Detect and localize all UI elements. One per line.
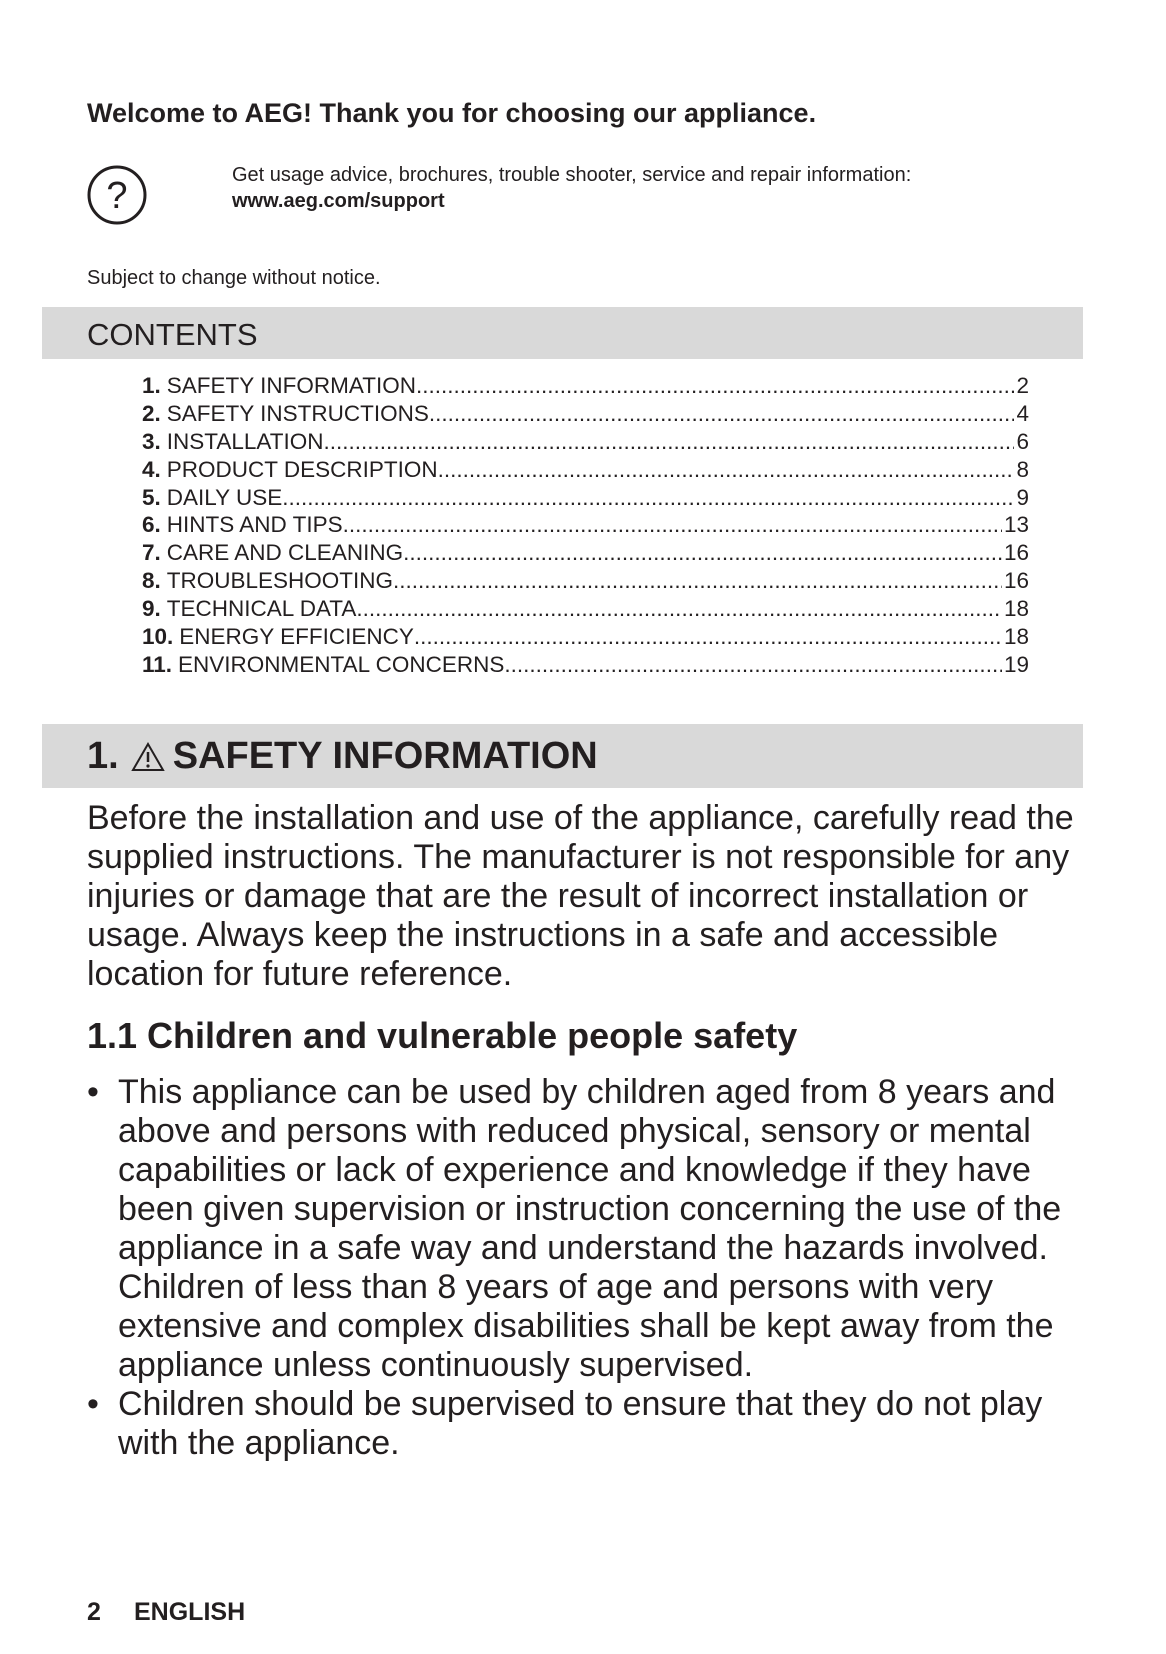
toc-label: TROUBLESHOOTING	[166, 568, 394, 594]
toc-page: 6	[1016, 428, 1029, 454]
toc-page: 9	[1016, 484, 1029, 510]
toc-number: 5.	[142, 484, 161, 510]
toc-number: 6.	[142, 512, 161, 538]
toc-number: 4.	[142, 456, 161, 482]
toc-item-hints-and-tips[interactable]	[142, 512, 1029, 540]
toc-page: 16	[1003, 540, 1029, 566]
bullet-marker: •	[87, 1073, 99, 1111]
bullet-text: This appliance can be used by children aged from 8 years and above and persons with reduced physical, sensory or mental capabilities or lack of experience and knowledge if they have been given supervision or instruction concerning the use of the appliance in a safe way and understand the hazards involved. Children of less than 8 years of age and persons with very extensive and complex disabilities shall be kept away from the appliance unless continuously supervised.	[118, 1073, 1062, 1384]
toc-label: SAFETY INFORMATION	[166, 373, 416, 398]
toc-leader	[429, 401, 1015, 427]
safety-intro-paragraph: Before the installation and use of the appliance, carefully read the supplied instructions. The manufacturer is not responsible for any injuries or damage that are the result of incorrect installation or usage. Always keep the instructions in a safe and accessible location for future reference.	[87, 799, 1074, 993]
toc-page: 19	[1003, 651, 1029, 677]
toc-number: 9.	[142, 596, 161, 622]
warning-triangle-icon	[131, 742, 165, 772]
bullet-text: Children should be supervised to ensure that they do not play with the appliance.	[118, 1385, 1043, 1462]
toc-number: 11.	[142, 651, 173, 677]
section-number: 1.	[87, 735, 119, 777]
toc-number: 10.	[142, 624, 174, 650]
toc-label: SAFETY INSTRUCTIONS	[166, 400, 429, 426]
section-heading	[87, 735, 598, 778]
contents-header-band	[42, 307, 1083, 359]
toc-leader	[504, 652, 1002, 678]
toc-item-safety-instructions[interactable]	[142, 401, 1029, 429]
toc-item-safety-information[interactable]	[142, 373, 1029, 401]
toc-leader	[414, 624, 1002, 650]
contents-title: CONTENTS	[87, 317, 258, 352]
toc-page: 18	[1003, 624, 1029, 650]
toc-item-daily-use[interactable]	[142, 485, 1029, 513]
list-item	[87, 1073, 1087, 1385]
toc-label: PRODUCT DESCRIPTION	[166, 456, 438, 482]
toc-page: 4	[1016, 400, 1029, 426]
welcome-title: Welcome to AEG! Thank you for choosing our appliance.	[87, 98, 817, 128]
toc-label: DAILY USE	[166, 484, 283, 510]
toc-number: 1.	[142, 373, 161, 398]
footer-language: ENGLISH	[134, 1598, 246, 1626]
question-circle-icon	[86, 164, 148, 226]
toc-label: INSTALLATION	[166, 428, 324, 454]
safety-header-band	[42, 724, 1083, 788]
toc-item-installation[interactable]	[142, 429, 1029, 457]
toc-item-care-and-cleaning[interactable]	[142, 540, 1029, 568]
toc-leader	[282, 485, 1014, 511]
toc-leader	[403, 540, 1002, 566]
support-text: Get usage advice, brochures, trouble shooter, service and repair information:	[232, 164, 912, 186]
toc-item-energy-efficiency[interactable]	[142, 624, 1029, 652]
toc-item-troubleshooting[interactable]	[142, 568, 1029, 596]
toc-leader	[323, 429, 1014, 455]
toc-label: TECHNICAL DATA	[166, 596, 357, 622]
toc-number: 2.	[142, 400, 161, 426]
toc-item-product-description[interactable]	[142, 457, 1029, 485]
toc-page: 13	[1003, 512, 1029, 538]
change-notice: Subject to change without notice.	[87, 267, 381, 289]
toc-leader	[356, 596, 1002, 622]
svg-text:?: ?	[106, 175, 128, 217]
section-title: SAFETY INFORMATION	[172, 735, 598, 777]
toc-page: 8	[1016, 456, 1029, 482]
toc-leader	[343, 512, 1002, 538]
toc-page: 16	[1003, 568, 1029, 594]
subsection-heading: 1.1 Children and vulnerable people safety	[87, 1015, 798, 1056]
support-url-link[interactable]: www.aeg.com/support	[232, 190, 445, 212]
toc-leader	[416, 373, 1015, 399]
list-item	[87, 1385, 1087, 1463]
footer-page-number: 2	[87, 1598, 101, 1626]
toc-page: 18	[1003, 596, 1029, 622]
table-of-contents	[142, 373, 1029, 680]
toc-number: 8.	[142, 568, 161, 594]
toc-number: 3.	[142, 428, 161, 454]
toc-label: ENERGY EFFICIENCY	[179, 624, 414, 650]
toc-page: 2	[1016, 373, 1029, 398]
bullet-marker: •	[87, 1385, 99, 1423]
toc-item-environmental-concerns[interactable]	[142, 652, 1029, 680]
toc-label: CARE AND CLEANING	[166, 540, 404, 566]
toc-label: ENVIRONMENTAL CONCERNS	[178, 651, 505, 677]
support-info	[232, 162, 911, 214]
safety-bullet-list	[87, 1073, 1087, 1463]
toc-item-technical-data[interactable]	[142, 596, 1029, 624]
toc-label: HINTS AND TIPS	[166, 512, 343, 538]
toc-leader	[438, 457, 1015, 483]
toc-number: 7.	[142, 540, 161, 566]
toc-leader	[393, 568, 1002, 594]
